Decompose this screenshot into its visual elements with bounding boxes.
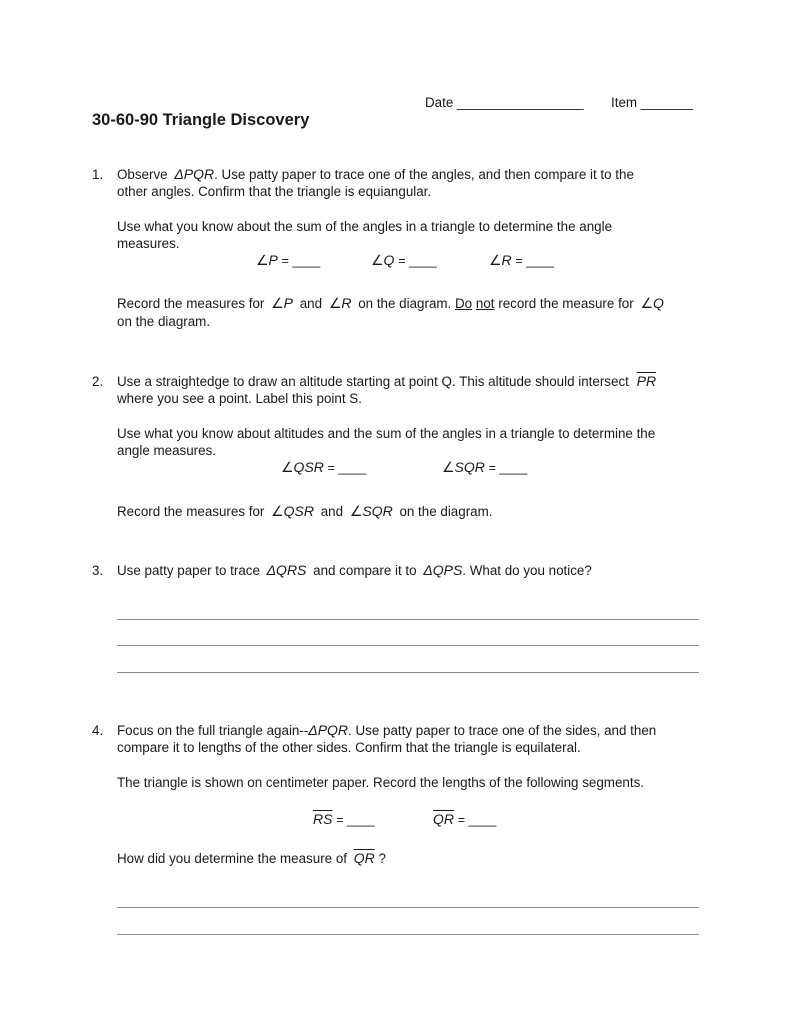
q4-qr-answer xyxy=(433,811,496,829)
q4-line2: compare it to lengths of the other sides. Confirm that the triangle is equilateral. xyxy=(117,740,581,755)
answer-blank: = ____ xyxy=(327,461,367,475)
q4-line1 xyxy=(117,722,656,739)
q1-text-rest: . Use patty paper to trace one of the angles, and then compare it to the xyxy=(214,167,634,182)
q2-line1-text: Use a straightedge to draw an altitude starting at point Q. This altitude should intersect xyxy=(117,374,629,389)
segment-pr: $\overline{PR}$ xyxy=(636,373,657,389)
answer-blank: = ____ xyxy=(281,254,321,268)
q2-p2-line1: Use what you know about altitudes and the sum of the angles in a triangle to determine the xyxy=(117,426,656,441)
q3-answer-line[interactable] xyxy=(117,672,699,673)
q1-triangle-pqr: ΔPQR xyxy=(174,166,215,182)
q1-observe: Observe xyxy=(117,167,168,182)
q2-line2: where you see a point. Label this point S. xyxy=(117,391,362,406)
angle-q: ∠Q xyxy=(640,295,664,311)
segment-qr: $\overline{QR}$ xyxy=(353,850,375,866)
q2-p2-line2: angle measures. xyxy=(117,443,216,458)
q4-answer-line[interactable] xyxy=(117,934,699,935)
q3-text-a: Use patty paper to trace xyxy=(117,563,260,578)
answer-blank: = ____ xyxy=(457,813,497,827)
q3-answer-line[interactable] xyxy=(117,619,699,620)
q1-angle-r-answer xyxy=(489,252,554,270)
q2-record-text: Record the measures for xyxy=(117,504,265,519)
q1-angle-p-answer xyxy=(256,252,320,270)
angle-qsr: ∠QSR xyxy=(281,459,324,475)
q3-answer-line[interactable] xyxy=(117,645,699,646)
q4-rs-answer xyxy=(313,811,375,829)
q1-line1 xyxy=(117,166,634,183)
angle-r: ∠R xyxy=(489,252,512,268)
q2-angle-sqr-answer xyxy=(442,459,527,477)
and-text: and xyxy=(299,296,323,311)
q3-line xyxy=(117,562,592,579)
q1-p2-line2: measures. xyxy=(117,236,180,251)
q1-angle-q-answer xyxy=(371,252,437,270)
and-text: and xyxy=(320,504,344,519)
q2-number: 2. xyxy=(92,374,104,389)
q4-text-b: . Use patty paper to trace one of the sides, and then xyxy=(348,723,657,738)
q1-line2: other angles. Confirm that the triangle is equiangular. xyxy=(117,184,432,199)
q1-number: 1. xyxy=(92,167,104,182)
q1-p2-line1: Use what you know about the sum of the angles in a triangle to determine the angle xyxy=(117,219,613,234)
page-title: 30-60-90 Triangle Discovery xyxy=(92,111,310,129)
q4-number: 4. xyxy=(92,723,104,738)
on-diagram-text: on the diagram. xyxy=(399,504,493,519)
segment-rs: $\overline{RS}$ xyxy=(313,811,333,827)
answer-blank: = ____ xyxy=(398,254,437,268)
angle-p: ∠P xyxy=(271,295,293,311)
q2-line1 xyxy=(117,373,656,390)
question-mark: ? xyxy=(378,851,386,866)
date-field: Date _________________ xyxy=(425,95,584,110)
q4-answer-line[interactable] xyxy=(117,907,699,908)
q1-record-text: Record the measures for xyxy=(117,296,265,311)
triangle-pqr: ΔPQR xyxy=(308,722,349,738)
record-measure-text: record the measure for xyxy=(498,296,634,311)
q3-text-c: . What do you notice? xyxy=(462,563,592,578)
q2-record-line xyxy=(117,503,493,520)
answer-blank: = ____ xyxy=(336,813,375,827)
q4-text-a: Focus on the full triangle again-- xyxy=(117,723,309,738)
q1-record-line2: on the diagram. xyxy=(117,314,211,329)
answer-blank: = ____ xyxy=(488,461,528,475)
angle-sqr: ∠SQR xyxy=(349,503,393,519)
q3-text-b: and compare it to xyxy=(313,563,417,578)
angle-p: ∠P xyxy=(256,252,278,268)
do-emphasis: Do xyxy=(455,296,473,311)
triangle-qrs: ΔQRS xyxy=(266,562,307,578)
answer-blank: = ____ xyxy=(515,254,554,268)
q1-record-line1 xyxy=(117,295,664,312)
q4-p2: The triangle is shown on centimeter paper. Record the lengths of the following segments. xyxy=(117,775,644,790)
angle-q: ∠Q xyxy=(371,252,395,268)
segment-qr: $\overline{QR}$ xyxy=(433,811,454,827)
q3-number: 3. xyxy=(92,563,104,578)
triangle-qps: ΔQPS xyxy=(423,562,463,578)
item-field: Item _______ xyxy=(611,95,693,110)
on-diagram-text: on the diagram. xyxy=(358,296,452,311)
q4-how-line xyxy=(117,850,386,867)
angle-sqr: ∠SQR xyxy=(442,459,485,475)
angle-r: ∠R xyxy=(328,295,352,311)
not-emphasis: not xyxy=(475,296,495,311)
q2-angle-qsr-answer xyxy=(281,459,366,477)
q4-how-text: How did you determine the measure of xyxy=(117,851,347,866)
angle-qsr: ∠QSR xyxy=(271,503,314,519)
